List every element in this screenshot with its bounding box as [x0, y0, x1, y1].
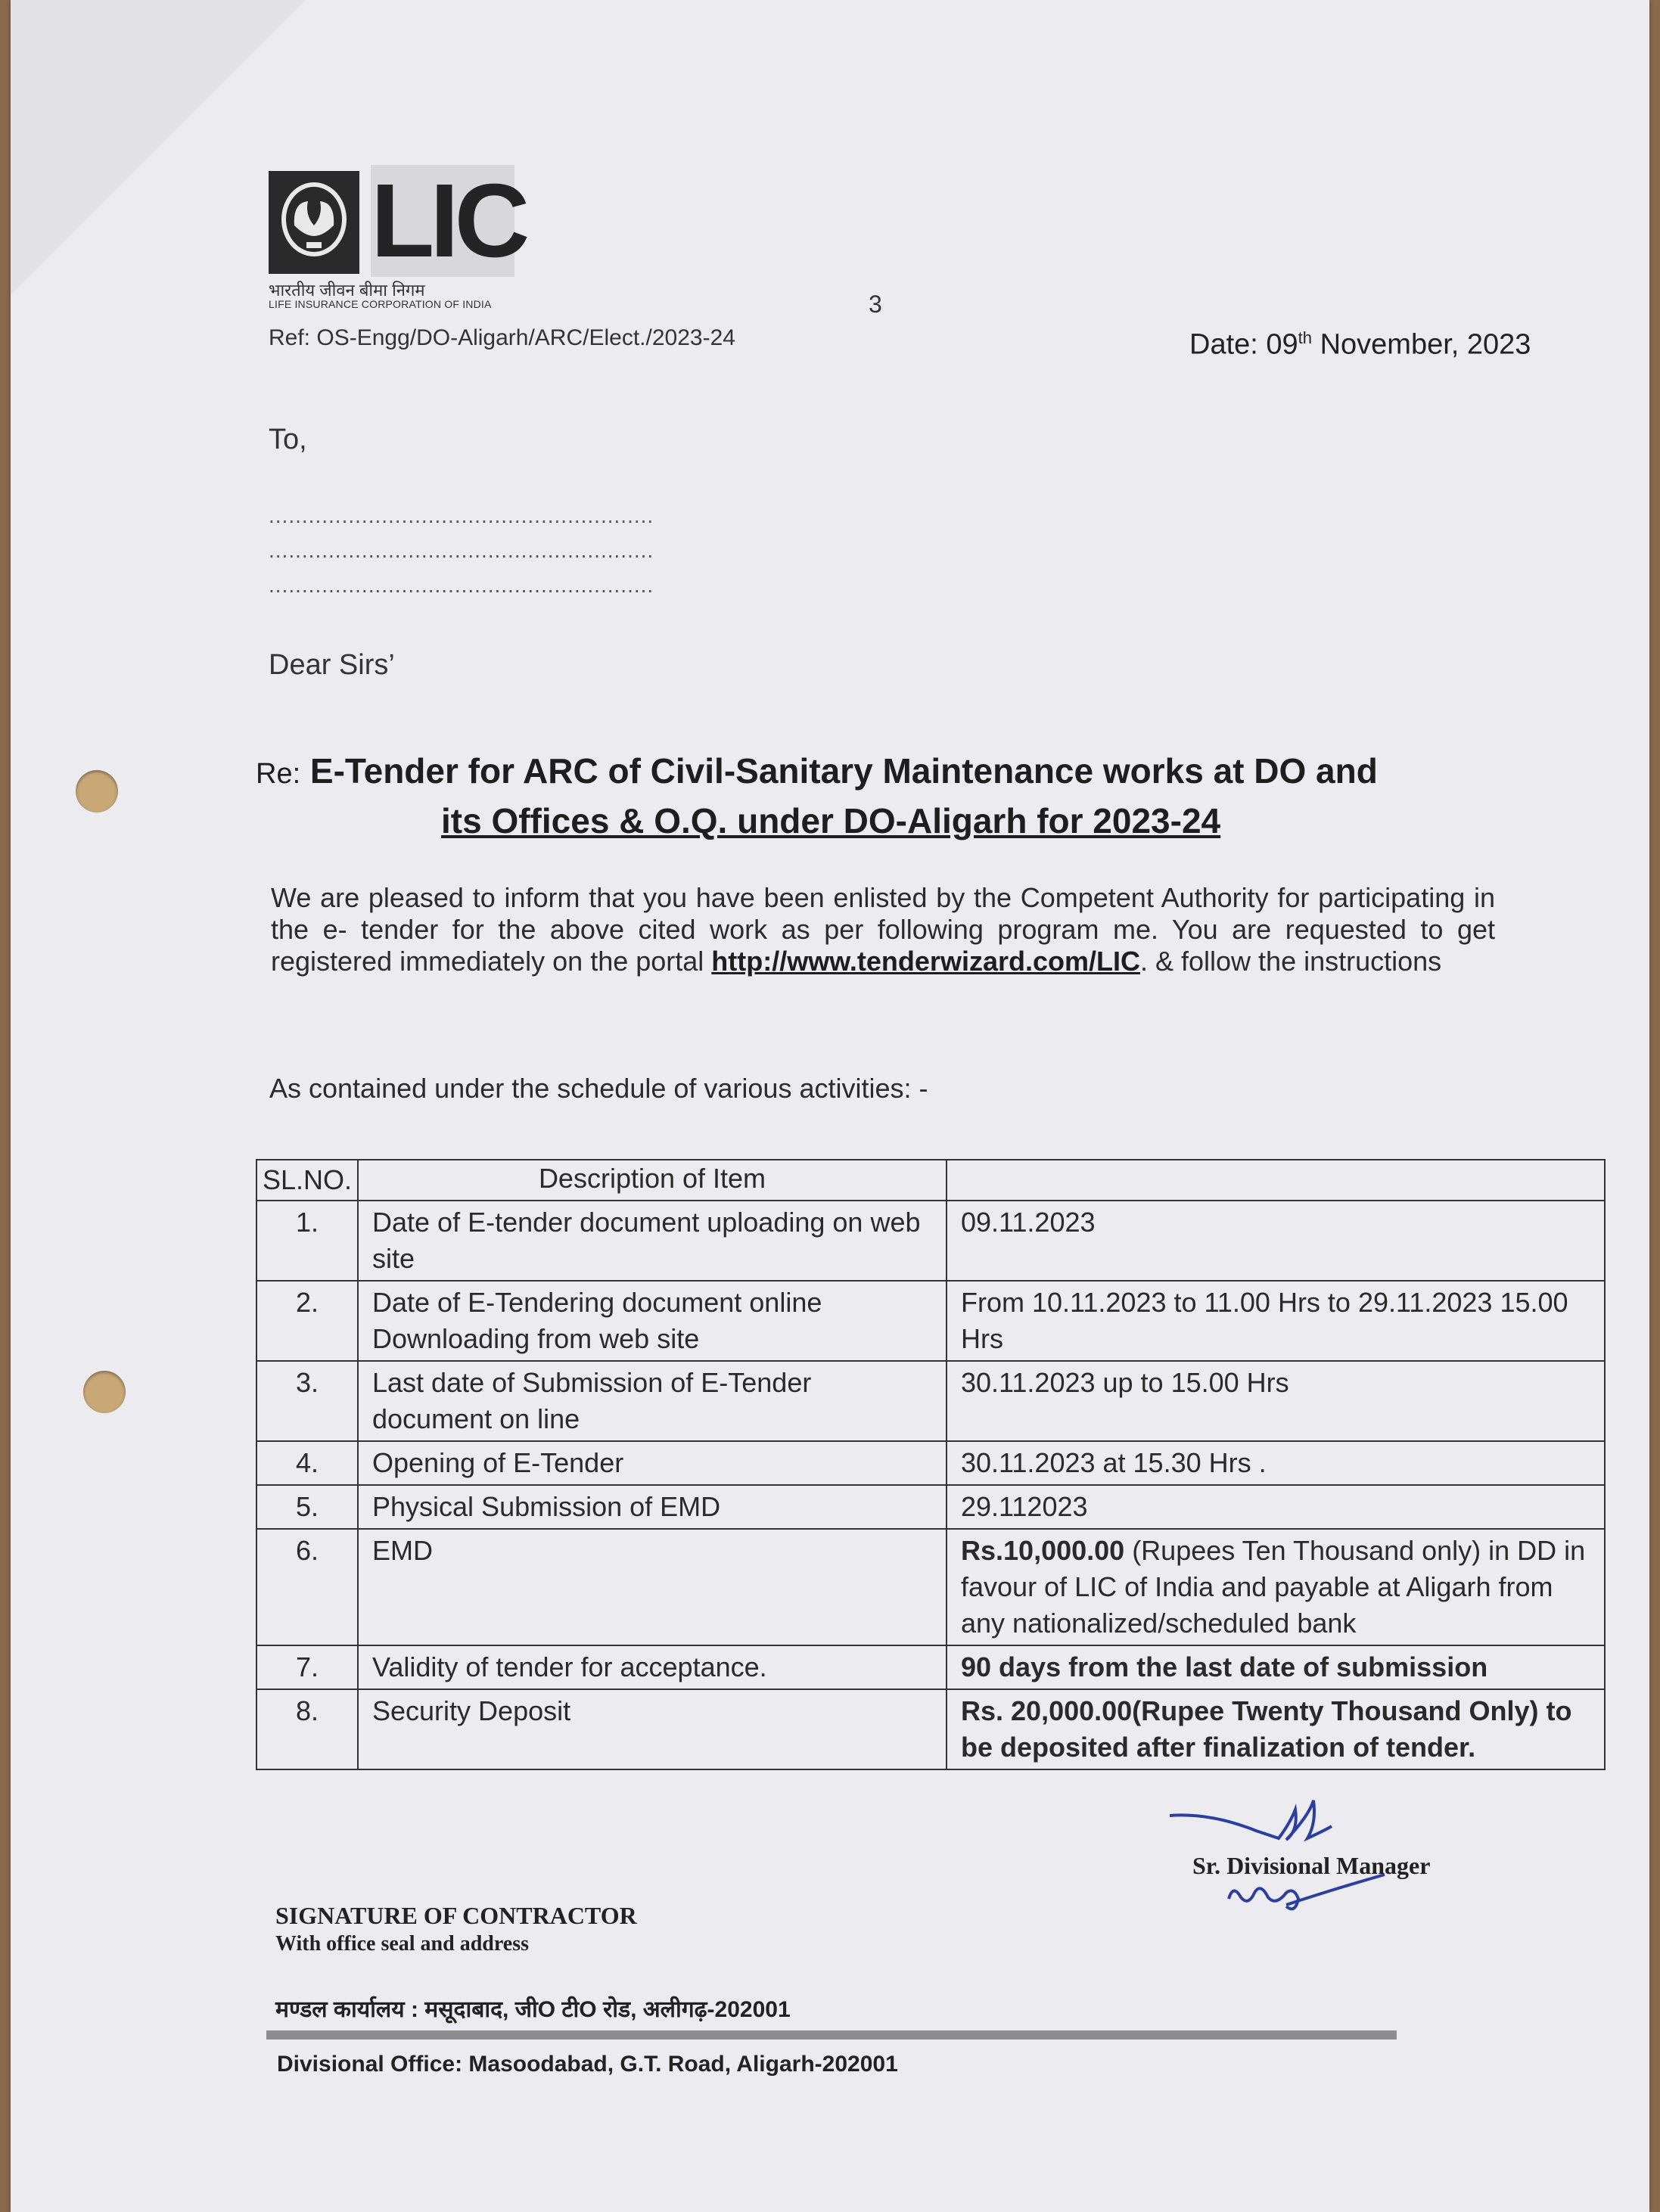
- to-label: To,: [269, 424, 307, 455]
- table-header-row: [256, 1160, 1605, 1201]
- folded-corner: [11, 0, 306, 295]
- item-description: Opening of E-Tender: [358, 1441, 947, 1485]
- contractor-seal-note: With office seal and address: [275, 1932, 529, 1956]
- table-row: [256, 1645, 1605, 1689]
- sl-no: 2.: [256, 1281, 358, 1361]
- schedule-intro: As contained under the schedule of various activities: -: [269, 1073, 928, 1104]
- page-number: 3: [869, 290, 882, 318]
- salutation: Dear Sirs’: [269, 649, 395, 681]
- sl-no: 1.: [256, 1201, 358, 1281]
- table-row: [256, 1485, 1605, 1529]
- address-line: ..........................................................: [269, 573, 654, 597]
- punch-hole: [83, 1371, 126, 1413]
- column-header: SL.NO.: [256, 1160, 358, 1201]
- body-paragraph: We are pleased to inform that you have been enlisted by the Competent Authority for participating in the e- tender for the above cited work as per following program me. You are requested to get registered immediately on the portal http://www.tenderwizard.com/LIC. & follow the instructions: [271, 882, 1495, 977]
- item-value: Rs. 20,000.00(Rupee Twenty Thousand Only) to be deposited after finalization of tender.: [947, 1689, 1605, 1769]
- column-header: [947, 1160, 1605, 1201]
- sl-no: 8.: [256, 1689, 358, 1769]
- item-description: Validity of tender for acceptance.: [358, 1645, 947, 1689]
- address-line: ..........................................................: [269, 504, 654, 527]
- sl-no: 3.: [256, 1361, 358, 1441]
- item-description: Last date of Submission of E-Tender document on line: [358, 1361, 947, 1441]
- letter-date: Date: 09th November, 2023: [1189, 328, 1531, 361]
- item-description: Date of E-tender document uploading on web site: [358, 1201, 947, 1281]
- table-row: [256, 1201, 1605, 1281]
- item-value: From 10.11.2023 to 11.00 Hrs to 29.11.2023 15.00 Hrs: [947, 1281, 1605, 1361]
- punch-hole: [76, 770, 118, 812]
- lic-hindi-name: भारतीय जीवन बीमा निगम: [269, 281, 425, 300]
- signatory-title: Sr. Divisional Manager: [1192, 1852, 1431, 1879]
- table-row: [256, 1689, 1605, 1769]
- reference-number: Ref: OS-Engg/DO-Aligarh/ARC/Elect./2023-24: [269, 325, 735, 350]
- item-value: 09.11.2023: [947, 1201, 1605, 1281]
- sl-no: 7.: [256, 1645, 358, 1689]
- sl-no: 5.: [256, 1485, 358, 1529]
- item-value: 30.11.2023 up to 15.00 Hrs: [947, 1361, 1605, 1441]
- sl-no: 4.: [256, 1441, 358, 1485]
- item-value: 90 days from the last date of submission: [947, 1645, 1605, 1689]
- item-value: 29.112023: [947, 1485, 1605, 1529]
- footer-address-hindi: मण्डल कार्यालय : मसूदाबाद, जीO टीO रोड, अलीगढ़-202001: [275, 1997, 791, 2022]
- tender-portal-link[interactable]: http://www.tenderwizard.com/LIC: [711, 946, 1140, 977]
- contractor-signature-label: SIGNATURE OF CONTRACTOR: [275, 1902, 637, 1929]
- sl-no: 6.: [256, 1529, 358, 1645]
- footer-address-english: Divisional Office: Masoodabad, G.T. Road, Aligarh-202001: [277, 2052, 898, 2077]
- item-description: Physical Submission of EMD: [358, 1485, 947, 1529]
- table-row: [256, 1529, 1605, 1645]
- address-line: ..........................................................: [269, 539, 654, 562]
- item-value: 30.11.2023 at 15.30 Hrs .: [947, 1441, 1605, 1485]
- schedule-table: [256, 1159, 1606, 1770]
- lic-logo-wordmark: LIC: [371, 163, 526, 279]
- column-header: Description of Item: [358, 1160, 947, 1201]
- table-row: [256, 1441, 1605, 1485]
- item-description: Security Deposit: [358, 1689, 947, 1769]
- lic-english-name: LIFE INSURANCE CORPORATION OF INDIA: [269, 298, 492, 310]
- lic-emblem-icon: [269, 171, 359, 274]
- item-description: Date of E-Tendering document online Downloading from web site: [358, 1281, 947, 1361]
- item-description: EMD: [358, 1529, 947, 1645]
- subject-line-2: its Offices & O.Q. under DO-Aligarh for 2023-24: [441, 801, 1221, 840]
- footer-divider: [266, 2030, 1397, 2040]
- table-row: [256, 1361, 1605, 1441]
- table-row: [256, 1281, 1605, 1361]
- subject-line-1: Re: E-Tender for ARC of Civil-Sanitary Maintenance works at DO and: [256, 751, 1378, 791]
- item-value: Rs.10,000.00 (Rupees Ten Thousand only) in DD in favour of LIC of India and payable at Aligarh from any nationalized/scheduled bank: [947, 1529, 1605, 1645]
